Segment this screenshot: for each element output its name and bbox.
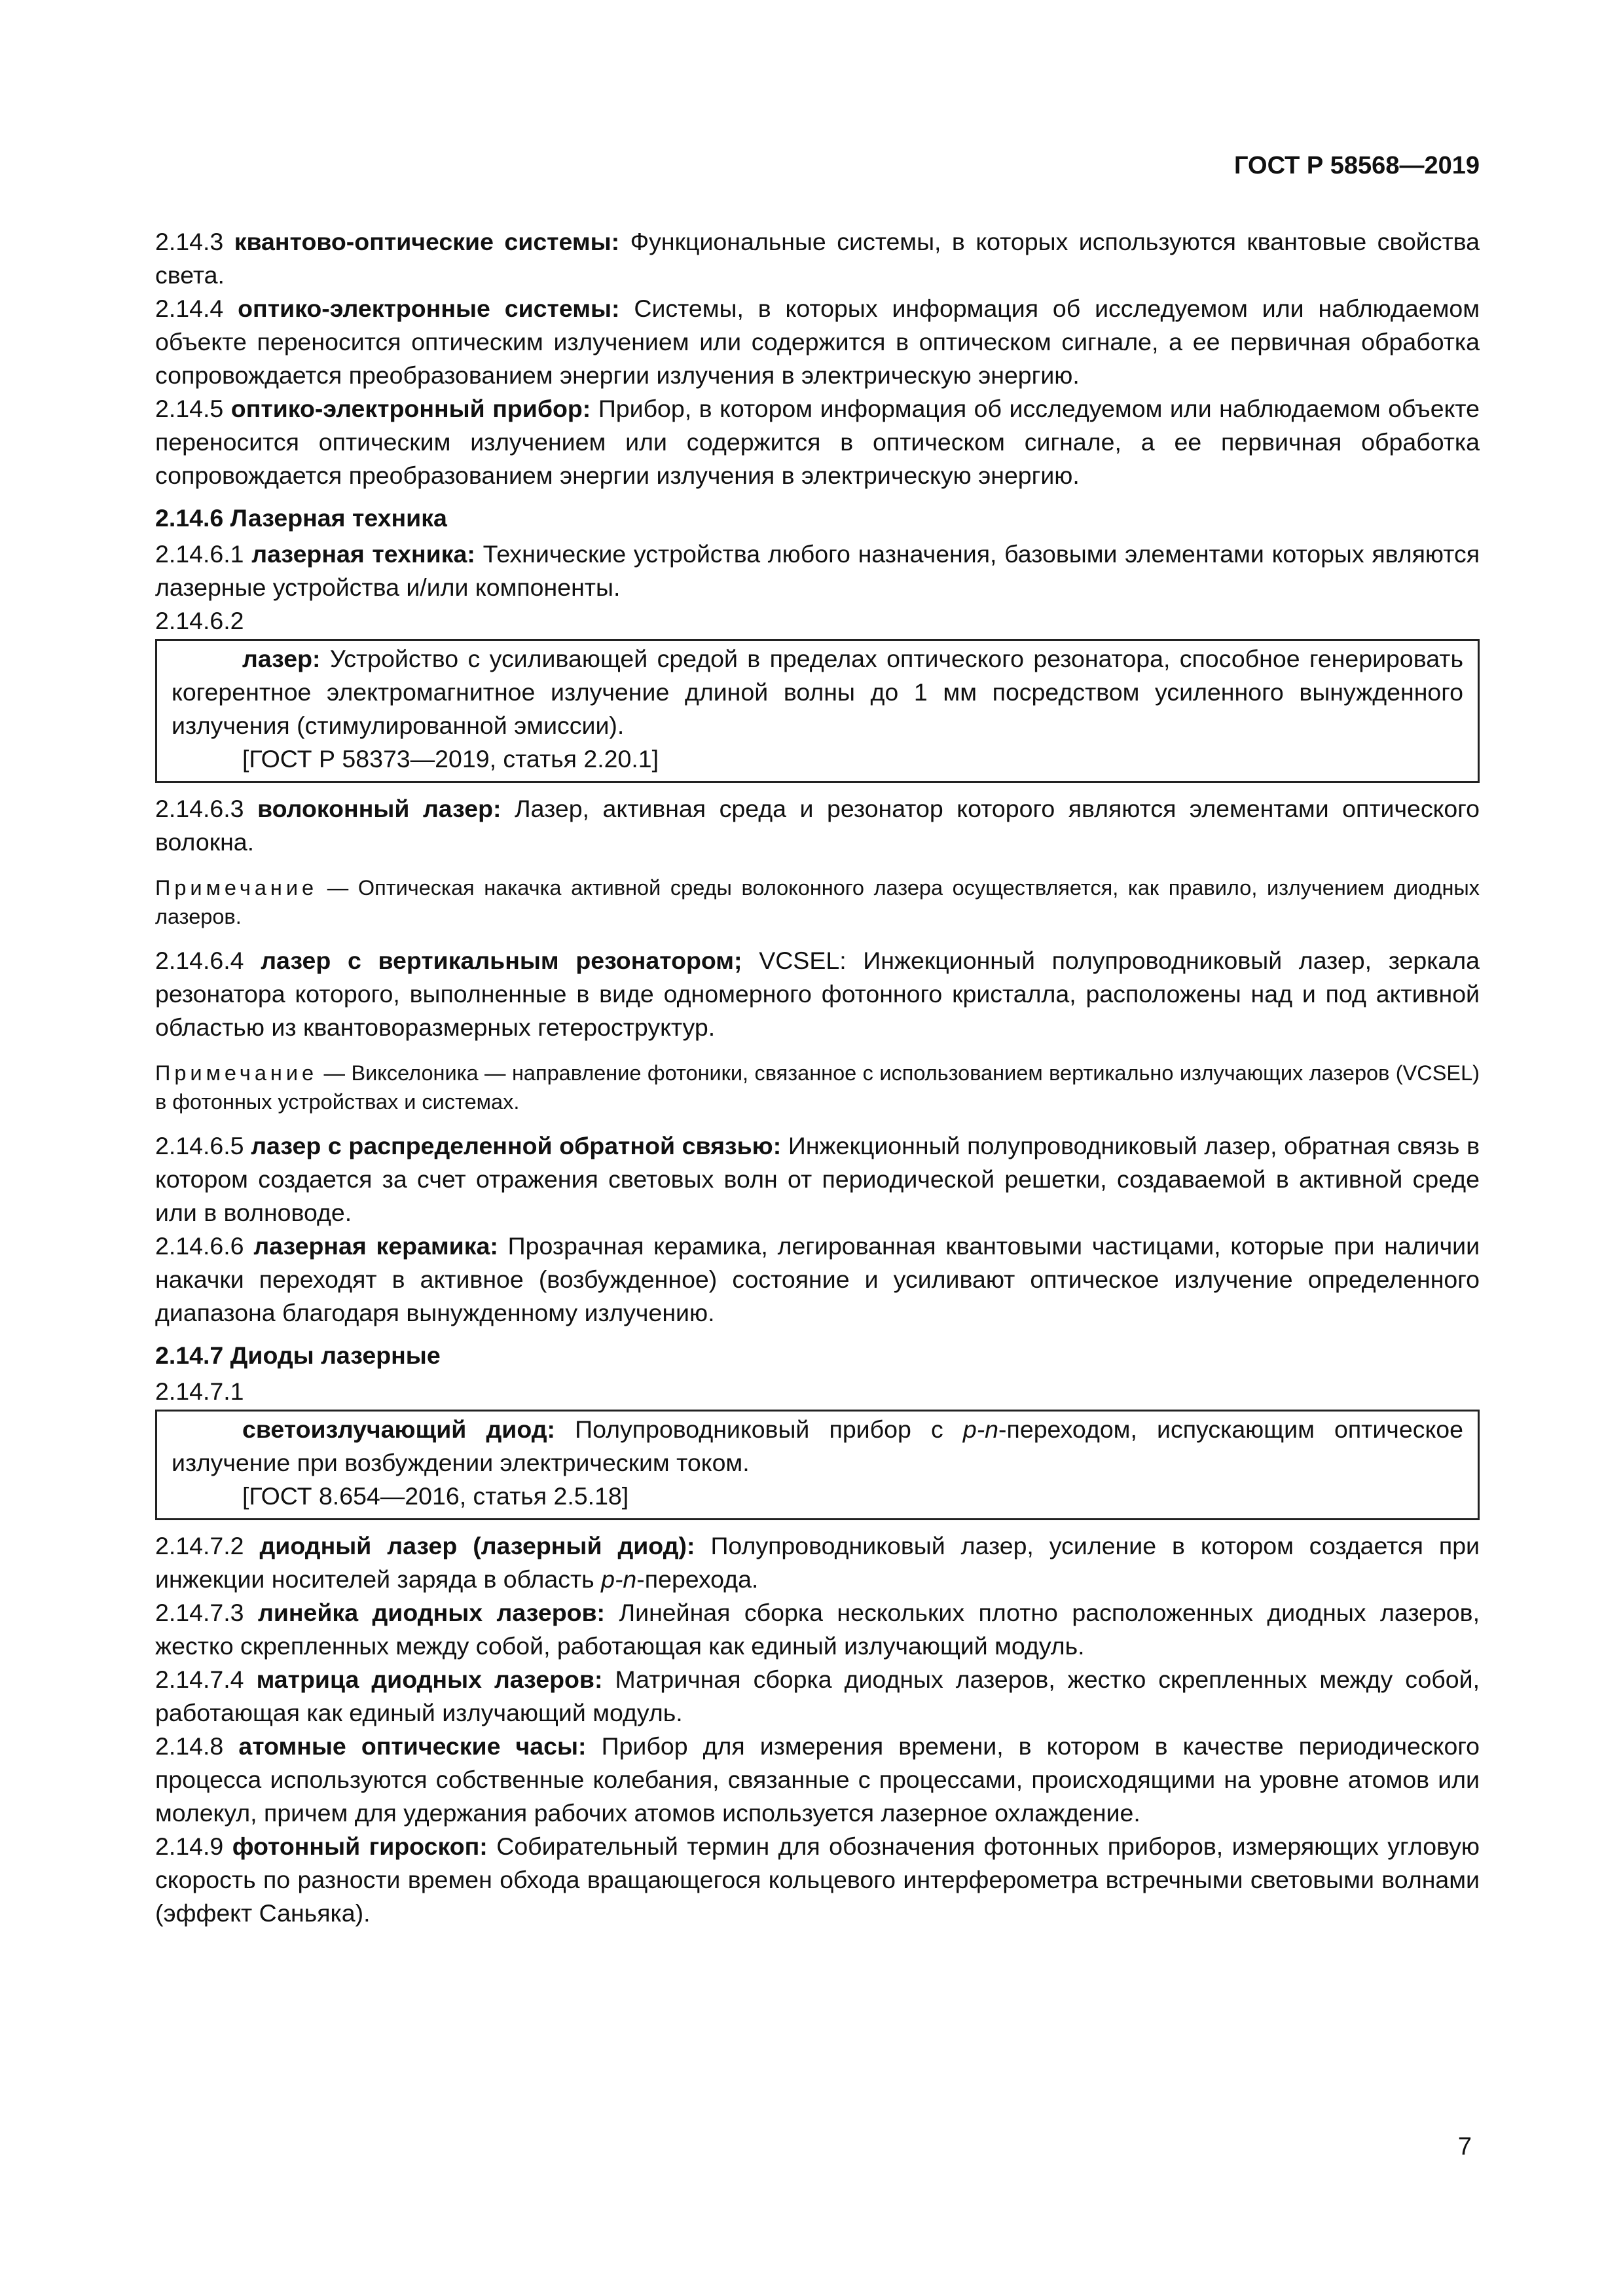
term-entry	[155, 944, 1480, 1044]
entry-number: 2.14.4	[155, 295, 224, 322]
reference-term-box	[155, 639, 1480, 783]
term-name: светоизлучающий диод:	[242, 1415, 556, 1443]
entry-number: 2.14.6.3	[155, 795, 244, 822]
document-code: ГОСТ Р 58568—2019	[1234, 152, 1480, 179]
term-name: линейка диодных лазеров:	[258, 1599, 606, 1626]
term-entry	[155, 392, 1480, 492]
section-heading: 2.14.6 Лазерная техника	[155, 504, 447, 532]
entry-number: 2.14.7.4	[155, 1666, 244, 1693]
section-heading: 2.14.7 Диоды лазерные	[155, 1341, 441, 1369]
pn-junction-term: p-n	[601, 1565, 637, 1593]
term-name: атомные оптические часы:	[238, 1732, 587, 1760]
term-definition: Прибор для измерения времени, в котором в качестве периодического процесса используются собственные колебания, связанные с процессами, происходящими на уровне атомов или молекул, причем для удержания рабочих атомов используется лазерное охлаждение.	[155, 1732, 1480, 1827]
note	[155, 1059, 1480, 1116]
term-entry	[155, 538, 1480, 604]
entry-number: 2.14.5	[155, 395, 224, 422]
term-name: оптико-электронный прибор:	[230, 395, 591, 422]
note-text: — Викселоника — направление фотоники, связанное с использованием вертикально излучающих лазеров (VCSEL) в фотонных устройствах и системах.	[155, 1061, 1480, 1114]
page-number: 7	[1457, 2133, 1472, 2160]
entry-number: 2.14.8	[155, 1732, 224, 1760]
document-body	[155, 225, 1480, 1930]
term-definition: Собирательный термин для обозначения фотонных приборов, измеряющих угловую скорость по разности времен обхода вращающегося кольцевого интерферометра встречными световыми волнами (эффект Саньяка).	[155, 1832, 1480, 1927]
term-definition: Инжекционный полупроводниковый лазер, обратная связь в котором создается за счет отражения световых волн от периодической решетки, создаваемой в активной среде или в волноводе.	[155, 1132, 1480, 1226]
entry-number: 2.14.3	[155, 228, 224, 255]
term-definition: Прозрачная керамика, легированная квантовыми частицами, которые при наличии накачки переходят в активное (возбужденное) состояние и усиливают оптическое излучение определенного диапазона благодаря вынужденному излучению.	[155, 1232, 1480, 1326]
term-entry	[155, 1663, 1480, 1730]
note-label: Примечание	[155, 876, 318, 900]
entry-number: 2.14.7.1	[155, 1377, 244, 1405]
term-name: квантово-оптические системы:	[234, 228, 620, 255]
term-definition: Системы, в которых информация об исследуемом или наблюдаемом объекте переносится оптическим излучением или содержится в оптическом сигнале, а ее первичная обработка сопровождается преобразованием энергии излучения в электрическую энергию.	[155, 295, 1480, 389]
term-name: фотонный гироскоп:	[232, 1832, 488, 1860]
note-text: — Оптическая накачка активной среды волоконного лазера осуществляется, как правило, излучением диодных лазеров.	[155, 876, 1480, 928]
term-definition-part: -переходом, испускающим оптическое излучение при возбуждении электрическим током.	[172, 1415, 1463, 1476]
pn-junction-term: p-n	[962, 1415, 999, 1443]
term-source: [ГОСТ 8.654—2016, статья 2.5.18]	[242, 1482, 629, 1510]
term-definition-part: -перехода.	[636, 1565, 759, 1593]
term-definition: Матричная сборка диодных лазеров, жестко скрепленных между собой, работающая как единый излучающий модуль.	[155, 1666, 1480, 1726]
term-definition: Линейная сборка нескольких плотно расположенных диодных лазеров, жестко скрепленных между собой, работающая как единый излучающий модуль.	[155, 1599, 1480, 1660]
term-entry	[155, 225, 1480, 292]
term-name: матрица диодных лазеров:	[256, 1666, 603, 1693]
term-entry	[155, 1596, 1480, 1663]
term-name: оптико-электронные системы:	[238, 295, 620, 322]
term-entry	[155, 1529, 1480, 1596]
term-entry	[172, 1413, 1463, 1480]
note-label: Примечание	[155, 1061, 318, 1085]
entry-number: 2.14.9	[155, 1832, 224, 1860]
term-name: диодный лазер (лазерный диод):	[259, 1532, 695, 1559]
term-entry	[155, 792, 1480, 859]
term-definition: Лазер, активная среда и резонатор которого являются элементами оптического волокна.	[155, 795, 1480, 856]
term-name: лазер с вертикальным резонатором;	[261, 947, 742, 974]
term-name: лазерная керамика:	[253, 1232, 498, 1260]
term-definition: Устройство с усиливающей средой в пределах оптического резонатора, способное генерировать когерентное электромагнитное излучение длиной волны до 1 мм посредством усиленного вынужденного излучения (стимулированной эмиссии).	[172, 645, 1464, 739]
entry-number: 2.14.7.3	[155, 1599, 244, 1626]
term-source: [ГОСТ Р 58373—2019, статья 2.20.1]	[242, 745, 659, 773]
term-name: лазер с распределенной обратной связью:	[251, 1132, 782, 1159]
term-name: лазерная техника:	[251, 540, 475, 568]
term-name: волоконный лазер:	[257, 795, 501, 822]
term-entry	[155, 292, 1480, 392]
term-definition: Технические устройства любого назначения, базовыми элементами которых являются лазерные устройства и/или компоненты.	[155, 540, 1480, 601]
term-entry	[155, 1230, 1480, 1330]
term-definition-part: Полупроводниковый лазер, усиление в котором создается при инжекции носителей заряда в область	[155, 1532, 1480, 1593]
note	[155, 873, 1480, 931]
term-entry	[155, 1730, 1480, 1830]
entry-number: 2.14.6.2	[155, 607, 244, 634]
reference-term-box	[155, 1410, 1480, 1520]
entry-number: 2.14.7.2	[155, 1532, 244, 1559]
term-definition: Прибор, в котором информация об исследуемом или наблюдаемом объекте переносится оптическим излучением или содержится в оптическом сигнале, а ее первичная обработка сопровождается преобразованием энергии излучения в электрическую энергию.	[155, 395, 1480, 489]
entry-number: 2.14.6.4	[155, 947, 244, 974]
term-entry	[155, 1830, 1480, 1930]
term-name: лазер:	[242, 645, 321, 672]
term-definition: VCSEL: Инжекционный полупроводниковый лазер, зеркала резонатора которого, выполненные в виде одномерного фотонного кристалла, расположены над и под активной областью из квантоворазмерных гетероструктур.	[155, 947, 1480, 1041]
term-entry	[172, 642, 1463, 742]
term-definition: Функциональные системы, в которых используются квантовые свойства света.	[155, 228, 1480, 289]
entry-number: 2.14.6.5	[155, 1132, 244, 1159]
entry-number: 2.14.6.6	[155, 1232, 244, 1260]
term-entry	[155, 1129, 1480, 1230]
entry-number: 2.14.6.1	[155, 540, 244, 568]
term-definition-part: Полупроводниковый прибор с	[575, 1415, 943, 1443]
